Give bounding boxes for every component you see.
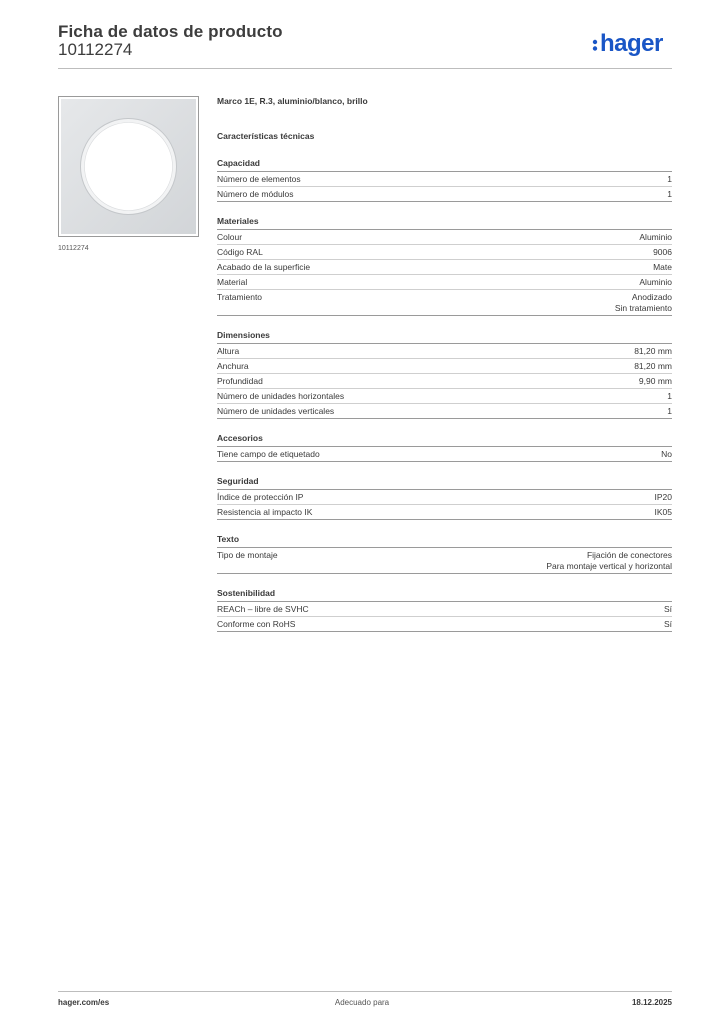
spec-row bbox=[217, 172, 672, 187]
hager-logo bbox=[592, 26, 672, 58]
spec-value bbox=[667, 189, 672, 200]
spec-label: Altura bbox=[217, 346, 240, 356]
spec-value bbox=[653, 262, 672, 273]
spec-value bbox=[546, 550, 672, 572]
svg-text:hager: hager bbox=[600, 30, 663, 57]
spec-row bbox=[217, 275, 672, 290]
spec-value-line: 81,20 mm bbox=[634, 361, 672, 371]
spec-label: Conforme con RoHS bbox=[217, 619, 296, 629]
spec-row bbox=[217, 548, 672, 574]
spec-value-line: Aluminio bbox=[639, 277, 672, 287]
spec-label: Resistencia al impacto IK bbox=[217, 507, 313, 517]
spec-content bbox=[217, 96, 672, 632]
spec-label: Tratamiento bbox=[217, 292, 263, 302]
spec-value bbox=[667, 391, 672, 402]
spec-group bbox=[217, 330, 672, 419]
spec-value-line: 1 bbox=[667, 189, 672, 199]
spec-label: Índice de protección IP bbox=[217, 492, 304, 502]
spec-value-line: Fijación de conectores bbox=[586, 550, 672, 560]
spec-row bbox=[217, 187, 672, 202]
spec-group-title: Dimensiones bbox=[217, 330, 672, 344]
spec-row bbox=[217, 230, 672, 245]
spec-label: Tipo de montaje bbox=[217, 550, 278, 560]
footer-date: 18.12.2025 bbox=[631, 998, 672, 1007]
spec-groups bbox=[217, 158, 672, 632]
spec-row bbox=[217, 505, 672, 520]
spec-label: Código RAL bbox=[217, 247, 263, 257]
spec-value-line: 1 bbox=[667, 406, 672, 416]
spec-label: Número de unidades horizontales bbox=[217, 391, 345, 401]
spec-row bbox=[217, 344, 672, 359]
spec-group-title: Texto bbox=[217, 534, 672, 548]
spec-row bbox=[217, 490, 672, 505]
product-name: Marco 1E, R.3, aluminio/blanco, brillo bbox=[217, 96, 368, 106]
spec-row bbox=[217, 617, 672, 632]
spec-row bbox=[217, 245, 672, 260]
spec-label: Tiene campo de etiquetado bbox=[217, 449, 320, 459]
spec-value bbox=[639, 376, 672, 387]
spec-value-line: 9006 bbox=[653, 247, 672, 257]
spec-row bbox=[217, 374, 672, 389]
spec-value bbox=[655, 492, 673, 503]
spec-group bbox=[217, 216, 672, 316]
spec-label: Número de módulos bbox=[217, 189, 294, 199]
spec-group-title: Materiales bbox=[217, 216, 672, 230]
spec-label: Material bbox=[217, 277, 248, 287]
spec-value-line: Sí bbox=[663, 619, 672, 629]
product-code-header: 10112274 bbox=[58, 40, 133, 59]
spec-group-title: Seguridad bbox=[217, 476, 672, 490]
spec-value bbox=[667, 406, 672, 417]
spec-value-line: IK05 bbox=[654, 507, 672, 517]
spec-row bbox=[217, 389, 672, 404]
spec-label: Profundidad bbox=[217, 376, 263, 386]
spec-value bbox=[634, 346, 672, 357]
spec-value-line: Aluminio bbox=[639, 232, 672, 242]
spec-group-title: Sostenibilidad bbox=[217, 588, 672, 602]
spec-value bbox=[664, 604, 672, 615]
spec-row bbox=[217, 404, 672, 419]
spec-value-line: Sin tratamiento bbox=[614, 303, 672, 313]
page-title: Ficha de datos de producto bbox=[58, 22, 283, 41]
spec-value-line: IP20 bbox=[654, 492, 672, 502]
spec-group-title: Capacidad bbox=[217, 158, 672, 172]
spec-value-line: Para montaje vertical y horizontal bbox=[546, 561, 672, 571]
spec-value bbox=[634, 361, 672, 372]
header-divider bbox=[58, 68, 672, 69]
spec-value bbox=[653, 247, 672, 258]
spec-value-line: Anodizado bbox=[631, 292, 672, 302]
spec-group bbox=[217, 433, 672, 462]
spec-value bbox=[655, 507, 673, 518]
spec-value bbox=[639, 277, 672, 288]
frame-product-image bbox=[61, 99, 196, 234]
spec-value bbox=[661, 449, 672, 460]
spec-group bbox=[217, 476, 672, 520]
spec-value-line: 9,90 mm bbox=[638, 376, 672, 386]
spec-label: Número de elementos bbox=[217, 174, 301, 184]
spec-value bbox=[667, 174, 672, 185]
spec-row bbox=[217, 447, 672, 462]
spec-row bbox=[217, 359, 672, 374]
footer-website-link[interactable]: hager.com/es bbox=[58, 998, 110, 1007]
spec-value-line: No bbox=[661, 449, 672, 459]
spec-value-line: Mate bbox=[653, 262, 672, 272]
spec-group bbox=[217, 534, 672, 574]
spec-value bbox=[664, 619, 672, 630]
spec-group-title: Accesorios bbox=[217, 433, 672, 447]
section-heading: Características técnicas bbox=[217, 131, 315, 141]
product-image-caption: 10112274 bbox=[58, 245, 89, 252]
spec-label: REACh – libre de SVHC bbox=[217, 604, 309, 614]
spec-label: Acabado de la superficie bbox=[217, 262, 311, 272]
spec-label: Número de unidades verticales bbox=[217, 406, 335, 416]
spec-group bbox=[217, 158, 672, 202]
spec-value bbox=[639, 232, 672, 243]
spec-row bbox=[217, 290, 672, 316]
spec-group bbox=[217, 588, 672, 632]
spec-value bbox=[615, 292, 672, 314]
spec-value-line: 81,20 mm bbox=[634, 346, 672, 356]
spec-label: Colour bbox=[217, 232, 243, 242]
spec-value-line: Sí bbox=[663, 604, 672, 614]
spec-value-line: 1 bbox=[667, 174, 672, 184]
footer-divider bbox=[58, 991, 672, 992]
spec-row bbox=[217, 260, 672, 275]
footer-center-text: Adecuado para bbox=[334, 998, 390, 1007]
spec-label: Anchura bbox=[217, 361, 249, 371]
product-image bbox=[58, 96, 199, 237]
spec-value-line: 1 bbox=[667, 391, 672, 401]
spec-row bbox=[217, 602, 672, 617]
